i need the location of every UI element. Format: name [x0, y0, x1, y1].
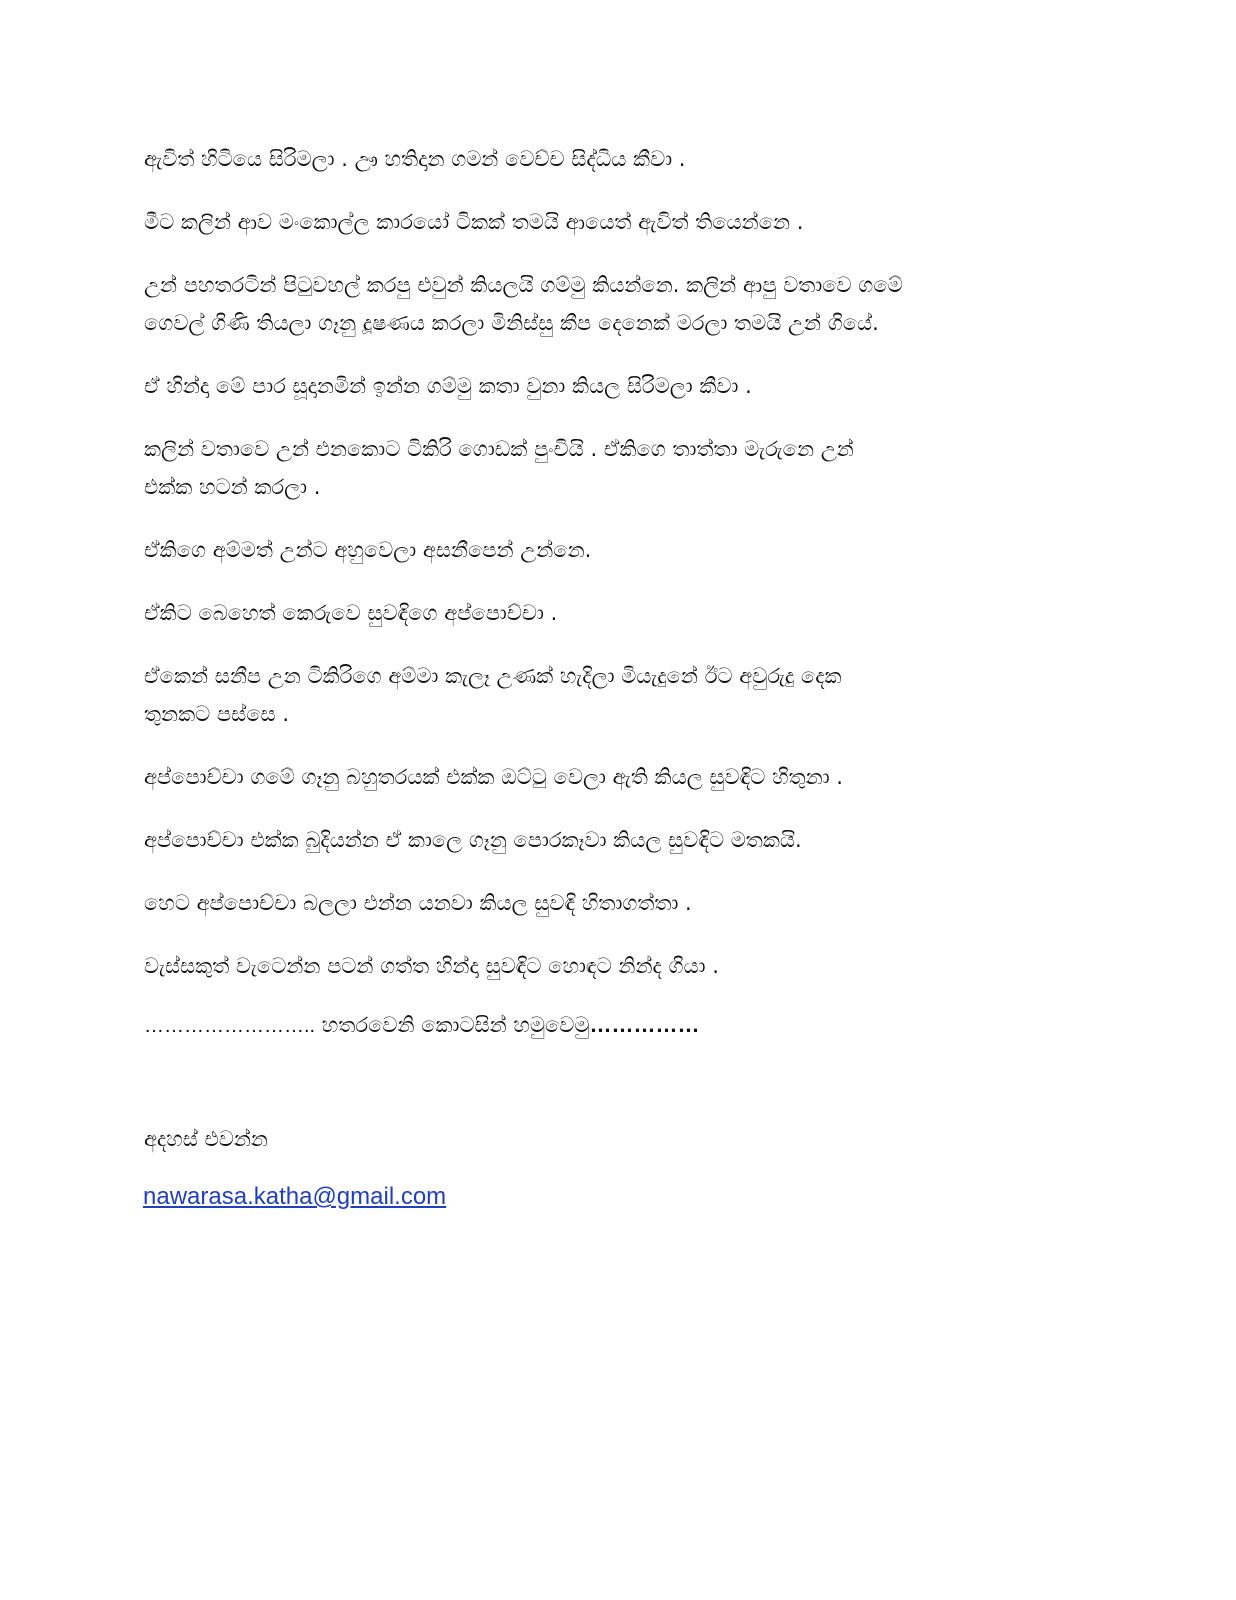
paragraph [144, 758, 1084, 796]
paragraph [144, 594, 1084, 632]
contact-label: අදහස් එවන්න [144, 1127, 268, 1151]
paragraph [144, 203, 1084, 241]
paragraph-line: ඒකිට බෙහෙත් කෙරුවෙ සුවඳිගෙ අප්පොච්චා . [144, 601, 558, 625]
paragraph [144, 947, 1084, 985]
next-part-note [144, 1006, 1084, 1045]
paragraph-line: වැස්සකුත් වැටෙන්න පටන් ගත්ත හින්දා සුවඳිට හොඳට නින්ද ගියා . [144, 954, 719, 978]
paragraph-line: උන් පහතරටින් පිටුවහල් කරපු එවුන් කියලයි ගම්මු කියන්නෙ. කලින් ආපු වතාවෙ ගමේ [144, 273, 903, 297]
paragraph [144, 884, 1084, 922]
paragraph-line: අප්පොච්චා ගමේ ගෑනු බහුතරයක් එක්ක ඔට්ටු වෙලා ඇති කියල සුවඳිට හිතුනා . [144, 765, 843, 789]
paragraph [144, 821, 1084, 859]
email-link[interactable]: nawarasa.katha@gmail.com [143, 1183, 447, 1210]
paragraph-line: ඒකිගෙ අම්මත් උන්ට අහුවෙලා අසනීපෙන් උන්නෙ. [144, 538, 592, 562]
paragraph [144, 430, 1084, 506]
paragraph-line: එක්ක හටන් කරලා . [144, 475, 321, 499]
paragraph-line: කලින් වතාවෙ උන් එනකොට ටිකිරි ගොඩක් පුංචියි . ඒකිගෙ තාත්තා මැරුනෙ උන් [144, 437, 854, 461]
trailing-dots: …………… [589, 1012, 700, 1037]
paragraph [144, 657, 1084, 733]
paragraph-line: ගෙවල් ගිණි තියලා ගෑනු දූෂණය කරලා මිනිස්සු කීප දෙනෙක් මරලා තමයි උන් ගියේ. [144, 311, 879, 335]
paragraph-line: අප්පොච්චා එක්ක බුදියන්න ඒ කාලෙ ගෑනු පොරකෑවා කියල සුවඳිට මතකයි. [144, 828, 802, 852]
paragraph [144, 140, 1084, 178]
paragraph [144, 266, 1084, 342]
paragraph-line: තුනකට පස්සෙ . [144, 702, 289, 726]
paragraph [144, 531, 1084, 569]
paragraph-line: ඒකෙන් සනීප උන ටිකිරිගෙ අම්මා කැලෑ උණක් හැදිලා මියැදුනේ ඊට අවුරුදු දෙක [144, 664, 842, 688]
next-part-text: හතරවෙනි කොටසින් හමුවෙමු [315, 1013, 590, 1037]
paragraph-line: ඒ හින්දා මේ පාර සූදානමින් ඉන්න ගම්මු කතා වුනා කියල සිරිමලා කීවා . [144, 374, 752, 398]
paragraph-line: හෙට අප්පොච්චා බලලා එන්න යනවා කියල සුවඳි හිතාගත්තා . [144, 891, 692, 915]
paragraph-line: මීට කලින් ආව මංකොල්ල කාරයෝ ටිකක් තමයි ආයෙත් ඇවිත් තියෙන්නෙ . [144, 210, 804, 234]
story-body [144, 140, 1084, 1010]
leading-dots: …………………….. [144, 1015, 316, 1037]
paragraph-line: ඇවිත් හිටියෙ සිරිමලා . ඌ හතිදාන ගමන් වෙච්ච සිද්ධිය කීවා . [144, 147, 686, 171]
paragraph [144, 367, 1084, 405]
